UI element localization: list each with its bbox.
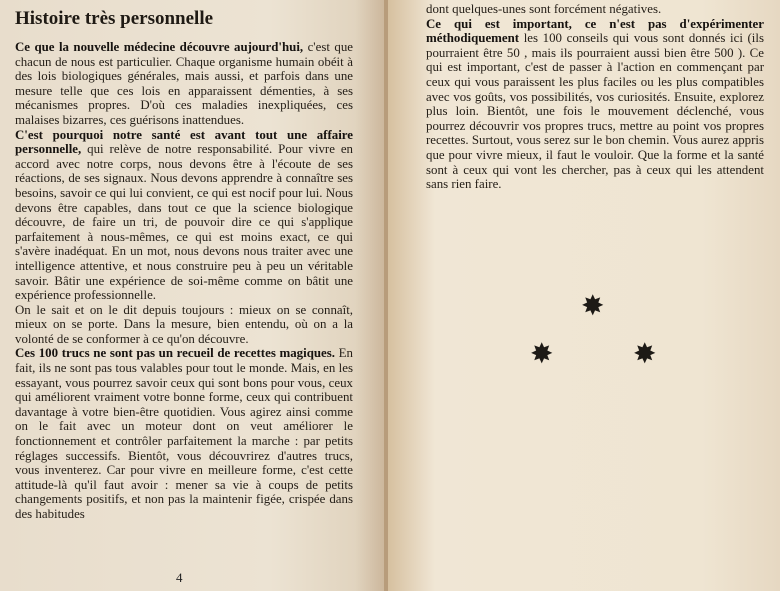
paragraph [426,2,764,17]
page-number: 4 [176,570,183,585]
right-page [388,0,780,591]
paragraph-body: En fait, ils ne sont pas tous valables pour tout le monde. Mais, en les essayant, vous pourrez savoir ceux qui sont bons pour vous, ceux qui améliorent vraiment votre bonne forme, ceux qui contribuent davantage à votre bien-être quotidien. Vous agirez ainsi comme on le fait avec un moteur dont on veut améliorer le fonctionnement et contrôler parfaitement la marche : par petits réglages successifs. Bientôt, vous découvrirez d'autres trucs, vous inventerez. Car pour vivre en meilleure forme, c'est cette attitude-là qu'il faut avoir : mener sa vie à coups de petits changements positifs, et non pas la maintenir figée, crispée dans des habitudes [15,346,353,521]
paragraph [15,128,353,303]
paragraph-body: qui relève de notre responsabilité. Pour vivre en accord avec notre corps, nous devons être à l'écoute de ses réactions, de ses signaux. Nous devons apprendre à connaître ses besoins, savoir ce qui lui convient, ce qui est nocif pour lui. Nous devons être capables, dans tout ce que la science biologique découvre, de faire un tri, de pouvoir dire ce qui s'applique parfaitement à nous-mêmes, ce qui est moins exact, ce qui s'avère inadéquat. En un mot, nous devons nous traiter avec une intelligence attentive, et nous construire peu à peu un véritable savoir. Bâtir une expérience de soi-même comme on bâtit une expérience professionnelle. [15,142,353,303]
left-page [0,0,386,591]
paragraph-body: c'est que chacun de nous est particulier. Chaque organisme humain obéit à des lois biologiques générales, mais aussi, et parfois dans une mesure telle que ces lois en apparaissent démenties, à ses mécanismes propres. D'où ces maladies inexpliquées, ces malaises bizarres, ces guérisons inattendues. [15,40,353,127]
star-ornament-icon: ✸ [530,337,554,370]
paragraph-body: les 100 conseils qui vous sont donnés ici (ils pourraient être 50 , mais ils pourraient aussi bien être 500 ). Ce qui est important, c'est de passer à l'action en commençant par ceux qui vous paraissent les plus faciles ou les plus compatibles avec vos goûts, vos possibilités, vos curiosités. Ensuite, explorez plus loin. Bientôt, une fois le mouvement déclenché, vous pourrez découvrir vos propres trucs, mettre au point vos propres recettes. Surtout, vous serez sur le bon chemin. Vous aurez appris que pour vivre mieux, il faut le vouloir. Que la forme et la santé sont à ceux qui vont les chercher, pas à ceux qui les attendent sans rien faire. [426,31,764,192]
paragraph [15,303,353,347]
paragraph [15,346,353,521]
paragraph-lead: Ces 100 trucs ne sont pas un recueil de recettes magiques. [15,346,336,361]
paragraph-lead: Ce qui est important, ce n'est pas d'expérimenter méthodiquement [426,16,764,46]
paragraph [426,17,764,192]
paragraph-body: On le sait et on le dit depuis toujours : mieux on se connaît, mieux on se porte. Dans la mesure, bien entendu, où on a la volonté de se conformer à ce qu'on découvre. [15,302,353,346]
paragraph-body: dont quelques-unes sont forcément négatives. [426,2,662,16]
paragraph-lead: Ce que la nouvelle médecine découvre aujourd'hui, [15,40,304,54]
paragraph-lead: C'est pourquoi notre santé est avant tout une affaire personnelle, [15,127,353,157]
star-ornament-icon: ✸ [581,289,605,322]
star-ornament-icon: ✸ [633,337,657,370]
left-page-body [15,40,353,522]
right-page-body [426,2,764,192]
paragraph [15,40,353,128]
chapter-title: Histoire très personnelle [15,8,214,29]
